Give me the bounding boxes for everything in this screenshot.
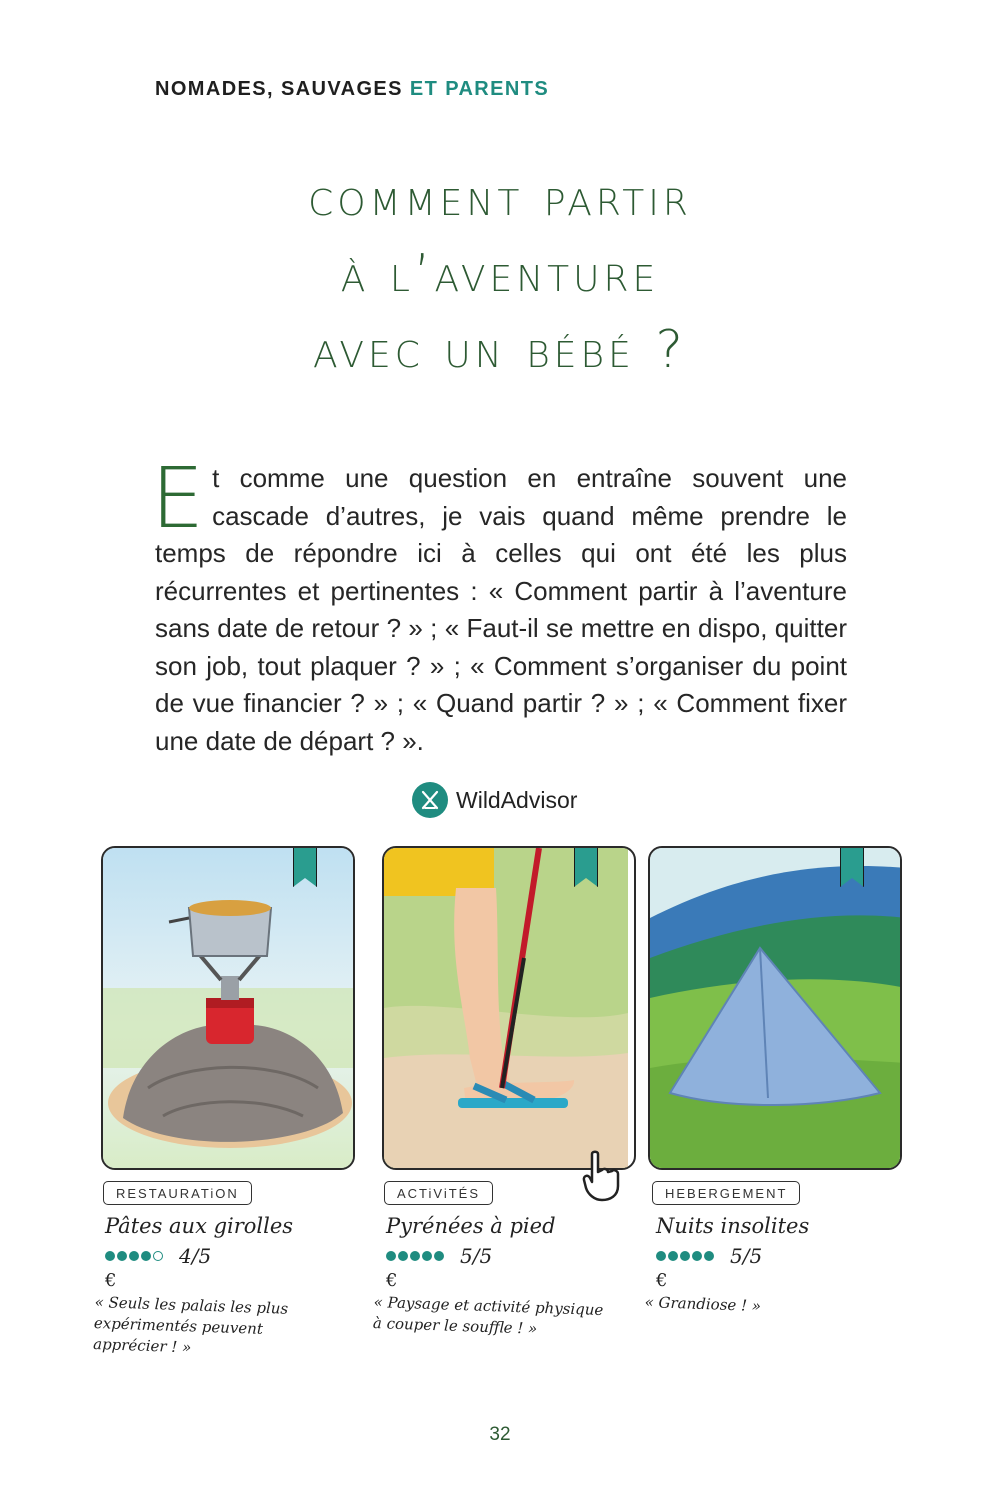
- dropcap: E: [151, 449, 205, 547]
- rating-dot-icon: [398, 1251, 408, 1261]
- chapter-title: [200, 160, 800, 388]
- hiker-illustration: [384, 848, 628, 1170]
- rating-score: 5/5: [730, 1244, 763, 1268]
- review-quote-line: « Grandiose ! »: [644, 1292, 762, 1316]
- review-title: Nuits insolites: [656, 1214, 810, 1238]
- body-paragraph: [151, 449, 847, 760]
- rating-dot-icon: [422, 1251, 432, 1261]
- rating-dot-icon: [141, 1251, 151, 1261]
- price: €: [656, 1270, 668, 1291]
- body-text: t comme une question en entraîne souvent une cascade d’autres, je vais quand même prendre le temps de répondre ici à celles qui ont été les plus récurrentes et pertinentes : « Comment partir à l’aventure sans date de retour ? » ; « Faut-il se mettre en dispo, quitter son job, tout plaquer ? » ; « Comment s’organiser du point de vue financier ? » ; « Quand partir ? » ; « Comment fixer une date de départ ? ».: [155, 463, 847, 756]
- rating-dot-icon: [704, 1251, 714, 1261]
- review-card-hebergement[interactable]: [648, 846, 902, 1170]
- rating-dot-icon: [668, 1251, 678, 1261]
- review-quote-line: « Seuls les palais les plus: [94, 1292, 289, 1318]
- review-quote: [373, 1292, 604, 1342]
- brand: [412, 782, 577, 818]
- running-head: [155, 78, 549, 101]
- chapter-title-line3: avec un bébé ?: [313, 320, 687, 380]
- rating-dot-icon: [105, 1251, 115, 1261]
- camping-stove-illustration: [103, 848, 355, 1170]
- rating-score: 4/5: [179, 1244, 212, 1268]
- category-tag[interactable]: HEBERGEMENT: [652, 1181, 800, 1205]
- review-quote-line: expérimentés peuvent: [93, 1313, 264, 1338]
- chapter-title-line2: à l’aventure: [340, 244, 660, 304]
- rating-dot-icon: [656, 1251, 666, 1261]
- chapter-title-line1: comment partir: [308, 168, 692, 228]
- running-head-part2: ET PARENTS: [409, 78, 550, 100]
- rating: [386, 1244, 492, 1268]
- rating-dot-icon: [692, 1251, 702, 1261]
- brand-name: WildAdvisor: [456, 786, 578, 813]
- rating-dot-icon: [129, 1251, 139, 1261]
- rating-dot-icon: [434, 1251, 444, 1261]
- review-quote-line: « Paysage et activité physique: [373, 1292, 604, 1320]
- rating-dot-icon: [386, 1251, 396, 1261]
- rating-dot-icon: [680, 1251, 690, 1261]
- review-title: Pâtes aux girolles: [105, 1214, 294, 1238]
- rating-dot-empty-icon: [153, 1251, 163, 1261]
- review-quote-line: apprécier ! »: [92, 1334, 192, 1357]
- rating: [656, 1244, 762, 1268]
- review-quote-line: à couper le souffle ! »: [372, 1313, 538, 1338]
- rating-dot-icon: [410, 1251, 420, 1261]
- rating-dot-icon: [117, 1251, 127, 1261]
- review-card-activites[interactable]: [382, 846, 636, 1170]
- review-card-restauration[interactable]: [101, 846, 355, 1170]
- price: €: [386, 1270, 398, 1291]
- tent-illustration: [650, 848, 902, 1170]
- wildadvisor-logo-icon: [412, 782, 448, 818]
- running-head-part1: NOMADES, SAUVAGES: [155, 78, 403, 100]
- rating: [105, 1244, 211, 1268]
- review-quote: [644, 1292, 761, 1317]
- category-tag[interactable]: ACTiViTÉS: [384, 1181, 493, 1205]
- rating-score: 5/5: [460, 1244, 493, 1268]
- review-quote: [93, 1292, 289, 1362]
- review-title: Pyrénées à pied: [386, 1214, 556, 1238]
- price: €: [105, 1270, 117, 1291]
- category-tag[interactable]: RESTAURATiON: [103, 1181, 252, 1205]
- pointer-hand-icon: [580, 1150, 624, 1207]
- page-number: 32: [489, 1424, 511, 1445]
